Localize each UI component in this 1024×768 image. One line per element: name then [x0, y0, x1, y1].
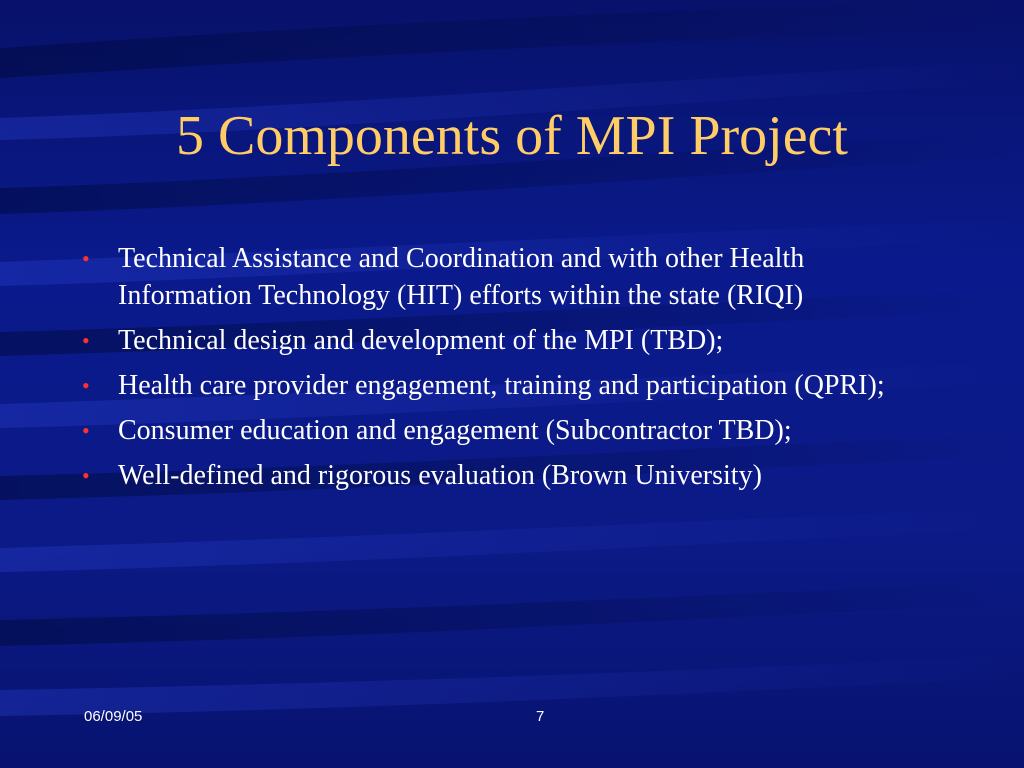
bullet-icon: •	[82, 418, 90, 443]
bullet-icon: •	[82, 373, 90, 398]
bullet-text: Technical design and development of the MPI (TBD);	[118, 325, 724, 356]
bullet-list	[76, 240, 906, 502]
bullet-text: Well-defined and rigorous evaluation (Brown University)	[118, 460, 762, 491]
footer-date: 06/09/05	[84, 708, 143, 725]
bullet-icon: •	[82, 463, 90, 488]
bullet-text: Technical Assistance and Coordination and with other Health Information Technology (HIT) efforts within the state (RIQI)	[118, 243, 805, 311]
bullet-item	[76, 322, 906, 359]
bullet-item	[76, 412, 906, 449]
bullet-text: Health care provider engagement, training and participation (QPRI);	[118, 370, 885, 401]
slide-title: 5 Components of MPI Project	[176, 105, 848, 167]
bullet-text: Consumer education and engagement (Subcontractor TBD);	[118, 415, 792, 446]
bullet-item	[76, 367, 906, 404]
bullet-icon: •	[82, 328, 90, 353]
bullet-icon: •	[82, 246, 90, 271]
bullet-item	[76, 240, 906, 314]
footer-page-number: 7	[536, 708, 545, 725]
bullet-item	[76, 457, 906, 494]
